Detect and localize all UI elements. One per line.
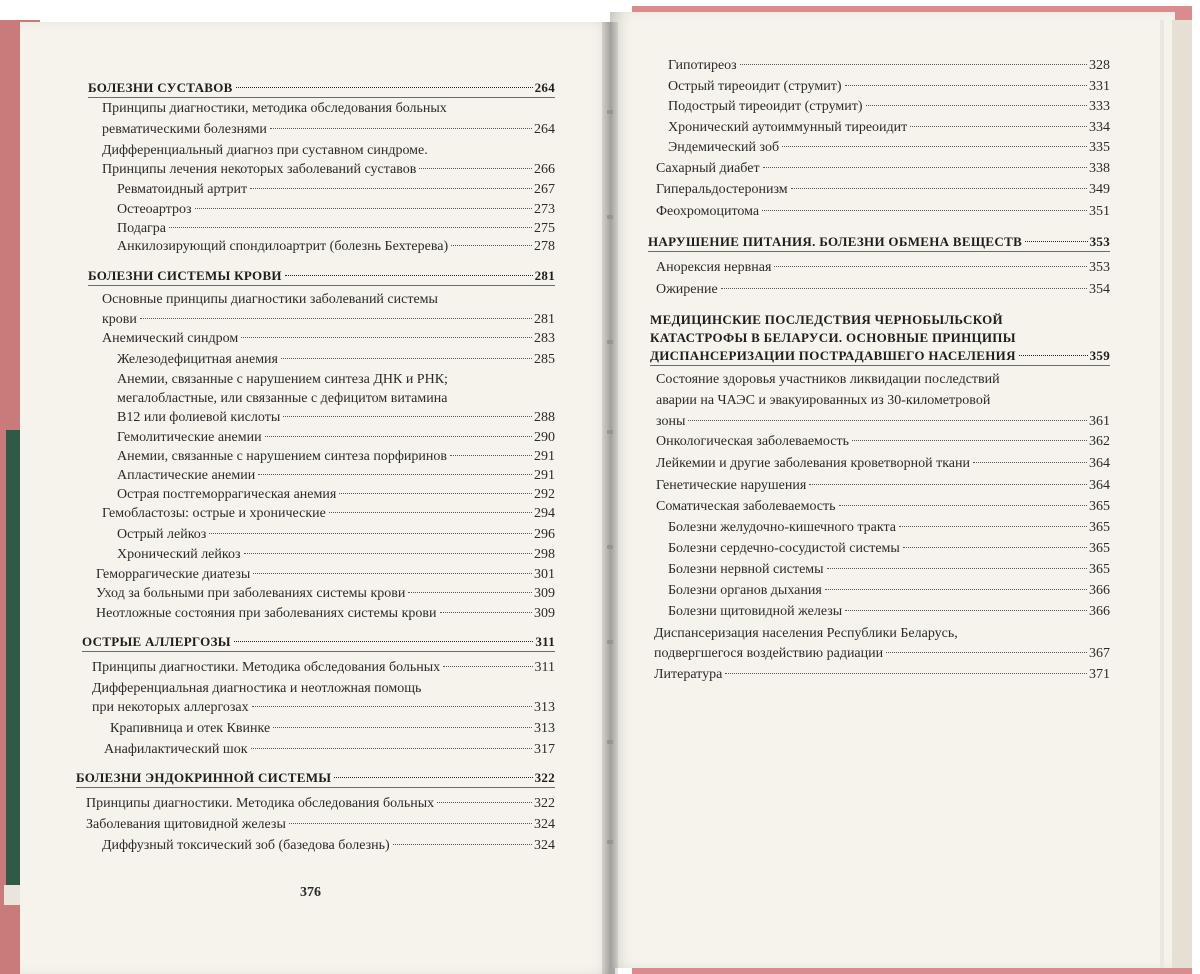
toc-entry-line: Диспансеризация населения Республики Беларусь, bbox=[654, 626, 958, 641]
entry-title: Анемический синдром bbox=[102, 331, 239, 346]
toc-entry-line: Принципы диагностики, методика обследования больных bbox=[102, 101, 447, 116]
page-ref: 291 bbox=[534, 449, 555, 464]
binding-stitch bbox=[607, 545, 613, 549]
page-ref: 275 bbox=[534, 221, 555, 236]
toc-entry bbox=[117, 350, 555, 369]
toc-entry bbox=[117, 545, 555, 564]
section-title-line: МЕДИЦИНСКИЕ ПОСЛЕДСТВИЯ ЧЕРНОБЫЛЬСКОЙ bbox=[650, 312, 1003, 327]
entry-title: Хронический аутоиммунный тиреоидит bbox=[668, 120, 908, 135]
section-title: БОЛЕЗНИ СУСТАВОВ bbox=[88, 80, 233, 95]
toc-entry-line: мегалобластные, или связанные с дефицитом витамина bbox=[117, 391, 448, 406]
page-ref: 353 bbox=[1089, 260, 1110, 275]
entry-title: Анемии, связанные с нарушением синтеза порфиринов bbox=[117, 449, 447, 464]
binding-stitch bbox=[607, 840, 613, 844]
page-ref: 361 bbox=[1089, 414, 1110, 429]
entry-title: Принципы диагностики. Методика обследования больных bbox=[92, 660, 441, 675]
binding-stitch bbox=[607, 430, 613, 434]
toc-entry-line: Состояние здоровья участников ликвидации последствий bbox=[656, 372, 1000, 387]
page-ref: 298 bbox=[534, 547, 555, 562]
toc-entry bbox=[86, 794, 555, 813]
page-ref: 301 bbox=[534, 567, 555, 582]
toc-entry bbox=[668, 602, 1110, 621]
entry-title: Подагра bbox=[117, 221, 166, 236]
entry-title: Принципы диагностики. Методика обследования больных bbox=[86, 796, 435, 811]
entry-title: крови bbox=[102, 312, 137, 327]
page-ref: 365 bbox=[1089, 499, 1110, 514]
section-title: ДИСПАНСЕРИЗАЦИИ ПОСТРАДАВШЕГО НАСЕЛЕНИЯ bbox=[650, 348, 1016, 363]
toc-entry bbox=[656, 454, 1110, 473]
toc-entry bbox=[656, 159, 1110, 178]
entry-title: Соматическая заболеваемость bbox=[656, 499, 836, 514]
toc-entry bbox=[117, 428, 555, 447]
page-ref: 313 bbox=[534, 721, 555, 736]
toc-entry bbox=[654, 644, 1110, 663]
toc-entry bbox=[656, 497, 1110, 516]
toc-entry bbox=[656, 202, 1110, 221]
page-ref: 351 bbox=[1089, 204, 1110, 219]
toc-entry bbox=[92, 698, 555, 717]
toc-section-heading bbox=[76, 768, 555, 787]
page-ref: 364 bbox=[1089, 478, 1110, 493]
entry-title: при некоторых аллергозах bbox=[92, 700, 249, 715]
entry-title: Диффузный токсический зоб (базедова болезнь) bbox=[102, 838, 390, 853]
page-ref: 313 bbox=[534, 700, 555, 715]
page-ref: 317 bbox=[534, 742, 555, 757]
page-edge-line bbox=[1160, 20, 1164, 968]
page-number: 376 bbox=[300, 885, 321, 900]
toc-section-heading bbox=[650, 346, 1110, 365]
entry-title: Гипотиреоз bbox=[668, 58, 737, 73]
toc-entry bbox=[656, 476, 1110, 495]
toc-entry bbox=[104, 740, 555, 759]
section-rule bbox=[82, 651, 555, 652]
page-ref: 281 bbox=[534, 268, 555, 283]
entry-title: Анафилактический шок bbox=[104, 742, 248, 757]
entry-title: Анкилозирующий спондилоартрит (болезнь Бехтерева) bbox=[117, 239, 449, 254]
entry-title: ревматическими болезнями bbox=[102, 122, 267, 137]
page-ref: 328 bbox=[1089, 58, 1110, 73]
page-ref: 365 bbox=[1089, 562, 1110, 577]
section-title-line: КАТАСТРОФЫ В БЕЛАРУСИ. ОСНОВНЫЕ ПРИНЦИПЫ bbox=[650, 330, 1016, 345]
section-title: НАРУШЕНИЕ ПИТАНИЯ. БОЛЕЗНИ ОБМЕНА ВЕЩЕСТВ bbox=[648, 234, 1023, 249]
entry-title: Апластические анемии bbox=[117, 468, 256, 483]
page-ref: 322 bbox=[534, 770, 555, 785]
toc-entry bbox=[117, 219, 555, 238]
page-ref: 324 bbox=[534, 817, 555, 832]
toc-entry bbox=[668, 77, 1110, 96]
toc-entry bbox=[668, 581, 1110, 600]
toc-entry bbox=[656, 432, 1110, 451]
entry-title: Болезни сердечно-сосудистой системы bbox=[668, 541, 900, 556]
entry-title: Гемобластозы: острые и хронические bbox=[102, 506, 326, 521]
section-rule bbox=[650, 365, 1110, 366]
toc-entry bbox=[117, 466, 555, 485]
page-ref: 273 bbox=[534, 202, 555, 217]
page-ref: 285 bbox=[534, 352, 555, 367]
toc-entry-line: Анемии, связанные с нарушением синтеза ДНК и РНК; bbox=[117, 372, 448, 387]
entry-title: Неотложные состояния при заболеваниях системы крови bbox=[96, 606, 437, 621]
entry-title: Гемолитические анемии bbox=[117, 430, 262, 445]
toc-entry bbox=[668, 56, 1110, 75]
page-ref: 294 bbox=[534, 506, 555, 521]
entry-title: Принципы лечения некоторых заболеваний суставов bbox=[102, 162, 417, 177]
entry-title: Ожирение bbox=[656, 282, 718, 297]
entry-title: Литература bbox=[654, 667, 723, 682]
entry-title: подвергшегося воздействию радиации bbox=[654, 646, 884, 661]
toc-entry bbox=[117, 200, 555, 219]
page-ref: 367 bbox=[1089, 646, 1110, 661]
toc-entry bbox=[656, 280, 1110, 299]
toc-entry bbox=[102, 836, 555, 855]
toc-entry bbox=[117, 180, 555, 199]
page-ref: 331 bbox=[1089, 79, 1110, 94]
toc-entry bbox=[654, 665, 1110, 684]
entry-title: Уход за больными при заболеваниях системы крови bbox=[96, 586, 406, 601]
page-ref: 296 bbox=[534, 527, 555, 542]
toc-entry-line: аварии на ЧАЭС и эвакуированных из 30-километровой bbox=[656, 393, 991, 408]
page-ref: 324 bbox=[534, 838, 555, 853]
page-ref: 322 bbox=[534, 796, 555, 811]
toc-entry bbox=[117, 447, 555, 466]
entry-title: Онкологическая заболеваемость bbox=[656, 434, 849, 449]
entry-title: Сахарный диабет bbox=[656, 161, 760, 176]
page-ref: 335 bbox=[1089, 140, 1110, 155]
toc-entry bbox=[96, 584, 555, 603]
page-ref: 349 bbox=[1089, 182, 1110, 197]
toc-entry bbox=[102, 504, 555, 523]
section-rule bbox=[76, 787, 555, 788]
section-rule bbox=[88, 285, 555, 286]
toc-entry bbox=[92, 658, 555, 677]
toc-entry bbox=[117, 237, 555, 256]
toc-entry-line: Дифференциальная диагностика и неотложная помощь bbox=[92, 681, 422, 696]
entry-title: Лейкемии и другие заболевания кроветворной ткани bbox=[656, 456, 971, 471]
toc-entry bbox=[117, 525, 555, 544]
entry-title: B12 или фолиевой кислоты bbox=[117, 410, 281, 425]
page-ref: 290 bbox=[534, 430, 555, 445]
entry-title: Ревматоидный артрит bbox=[117, 182, 248, 197]
toc-section-heading bbox=[648, 232, 1110, 251]
toc-entry bbox=[102, 329, 555, 348]
page-ref: 338 bbox=[1089, 161, 1110, 176]
section-rule bbox=[648, 251, 1110, 252]
toc-entry bbox=[668, 518, 1110, 537]
entry-title: Болезни щитовидной железы bbox=[668, 604, 843, 619]
entry-title: зоны bbox=[656, 414, 686, 429]
entry-title: Гиперальдостеронизм bbox=[656, 182, 788, 197]
page-ref: 365 bbox=[1089, 541, 1110, 556]
entry-title: Острая постгеморрагическая анемия bbox=[117, 487, 337, 502]
entry-title: Хронический лейкоз bbox=[117, 547, 241, 562]
page-edges bbox=[1172, 20, 1192, 968]
page-ref: 266 bbox=[534, 162, 555, 177]
toc-section-heading bbox=[88, 266, 555, 285]
entry-title: Феохромоцитома bbox=[656, 204, 760, 219]
binding-stitch bbox=[607, 110, 613, 114]
toc-entry bbox=[668, 539, 1110, 558]
toc-entry bbox=[668, 118, 1110, 137]
entry-title: Острый лейкоз bbox=[117, 527, 207, 542]
entry-title: Эндемический зоб bbox=[668, 140, 780, 155]
page-ref: 283 bbox=[534, 331, 555, 346]
page-ref: 311 bbox=[534, 660, 555, 675]
page-ref: 365 bbox=[1089, 520, 1110, 535]
toc-entry bbox=[102, 310, 555, 329]
toc-entry bbox=[117, 485, 555, 504]
toc-entry bbox=[668, 560, 1110, 579]
page-ref: 281 bbox=[534, 312, 555, 327]
toc-entry bbox=[656, 180, 1110, 199]
page-ref: 309 bbox=[534, 606, 555, 621]
toc-entry bbox=[668, 97, 1110, 116]
toc-entry-line: Основные принципы диагностики заболеваний системы bbox=[102, 292, 438, 307]
page-ref: 291 bbox=[534, 468, 555, 483]
entry-title: Заболевания щитовидной железы bbox=[86, 817, 286, 832]
page-ref: 278 bbox=[534, 239, 555, 254]
page-ref: 366 bbox=[1089, 583, 1110, 598]
page-ref: 354 bbox=[1089, 282, 1110, 297]
section-title: БОЛЕЗНИ ЭНДОКРИННОЙ СИСТЕМЫ bbox=[76, 770, 332, 785]
page-ref: 366 bbox=[1089, 604, 1110, 619]
binding-stitch bbox=[607, 740, 613, 744]
toc-entry-line: Дифференциальный диагноз при суставном синдроме. bbox=[102, 143, 428, 158]
binding-stitch bbox=[607, 640, 613, 644]
entry-title: Остеоартроз bbox=[117, 202, 192, 217]
section-title: БОЛЕЗНИ СИСТЕМЫ КРОВИ bbox=[88, 268, 282, 283]
entry-title: Болезни нервной системы bbox=[668, 562, 824, 577]
book-gutter bbox=[602, 22, 618, 974]
toc-entry bbox=[656, 258, 1110, 277]
page-ref: 333 bbox=[1089, 99, 1110, 114]
toc-section-heading bbox=[82, 632, 555, 651]
page-ref: 288 bbox=[534, 410, 555, 425]
entry-title: Болезни желудочно-кишечного тракта bbox=[668, 520, 896, 535]
toc-entry bbox=[102, 120, 555, 139]
entry-title: Генетические нарушения bbox=[656, 478, 807, 493]
toc-entry bbox=[102, 160, 555, 179]
page-ref: 311 bbox=[535, 634, 555, 649]
page-ref: 364 bbox=[1089, 456, 1110, 471]
entry-title: Подострый тиреоидит (струмит) bbox=[668, 99, 863, 114]
entry-title: Болезни органов дыхания bbox=[668, 583, 822, 598]
page-ref: 371 bbox=[1089, 667, 1110, 682]
section-rule bbox=[88, 97, 555, 98]
entry-title: Железодефицитная анемия bbox=[117, 352, 278, 367]
binding-stitch bbox=[607, 340, 613, 344]
entry-title: Острый тиреоидит (струмит) bbox=[668, 79, 842, 94]
page-ref: 359 bbox=[1089, 348, 1110, 363]
entry-title: Крапивница и отек Квинке bbox=[110, 721, 271, 736]
toc-entry bbox=[96, 565, 555, 584]
entry-title: Анорексия нервная bbox=[656, 260, 772, 275]
page-ref: 362 bbox=[1089, 434, 1110, 449]
section-title: ОСТРЫЕ АЛЛЕРГОЗЫ bbox=[82, 634, 231, 649]
page-ref: 334 bbox=[1089, 120, 1110, 135]
page-ref: 264 bbox=[534, 122, 555, 137]
toc-entry bbox=[668, 138, 1110, 157]
toc-entry bbox=[656, 412, 1110, 431]
page-ref: 309 bbox=[534, 586, 555, 601]
toc-entry bbox=[86, 815, 555, 834]
page-ref: 292 bbox=[534, 487, 555, 502]
toc-entry bbox=[110, 719, 555, 738]
page-ref: 353 bbox=[1089, 234, 1110, 249]
toc-entry bbox=[117, 408, 555, 427]
binding-stitch bbox=[607, 215, 613, 219]
page-ref: 264 bbox=[534, 80, 555, 95]
toc-entry bbox=[96, 604, 555, 623]
entry-title: Геморрагические диатезы bbox=[96, 567, 251, 582]
page-ref: 267 bbox=[534, 182, 555, 197]
toc-section-heading bbox=[88, 78, 555, 97]
